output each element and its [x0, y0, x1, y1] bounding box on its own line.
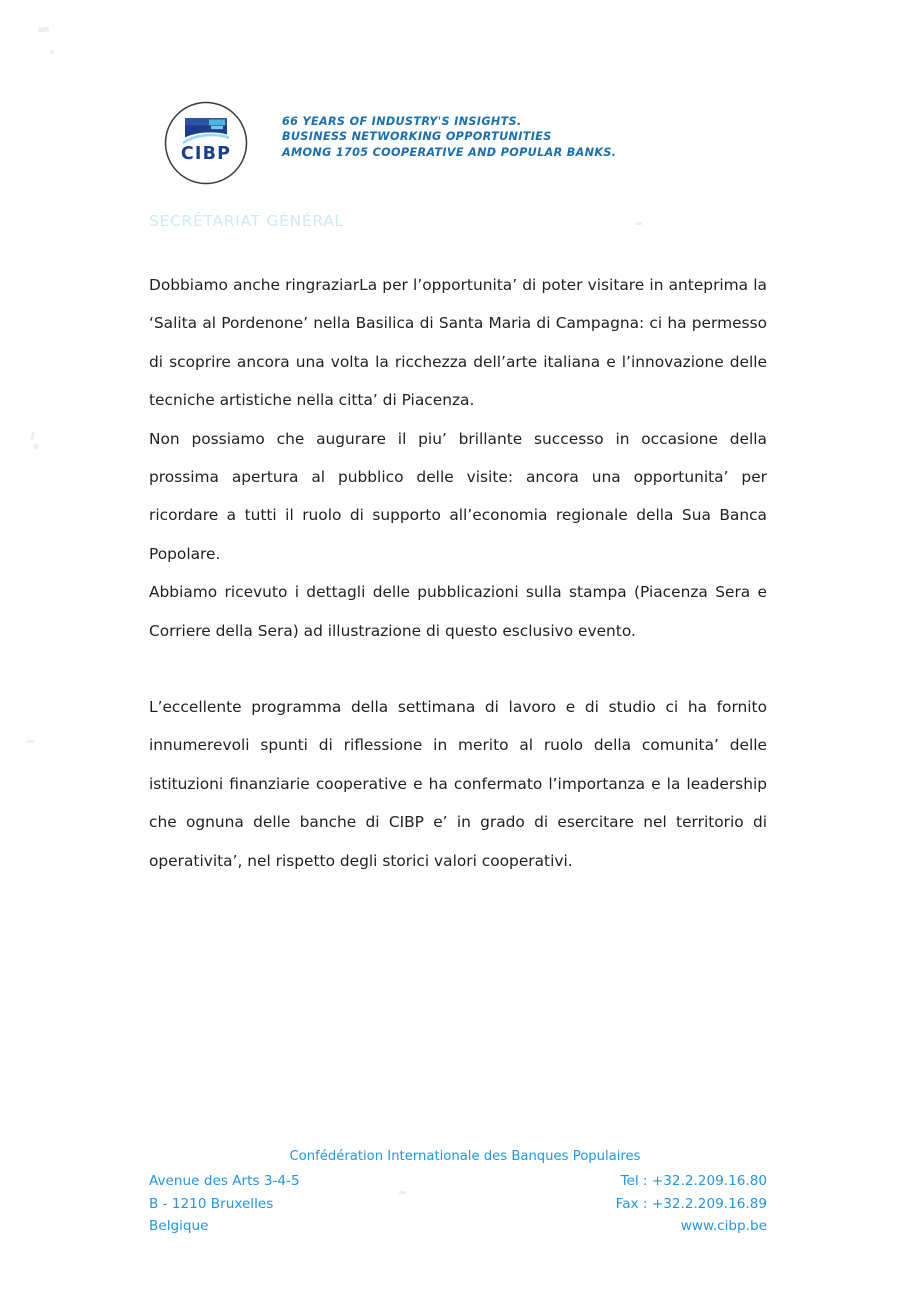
body-paragraph-1: Dobbiamo anche ringraziarLa per l’opportunita’ di poter visitare in anteprima la ‘Salita al Pordenone’ nella Basilica di Santa Maria di Campagna: ci ha permesso di scoprire ancora una volta la ricchezza dell’arte italiana e l’innovazione delle tecniche artistiche nella citta’ di Piacenza. — [149, 276, 767, 410]
body-paragraph-4: L’eccellente programma della settimana di lavoro e di studio ci ha fornito innumerevoli spunti di riflessione in merito al ruolo della comunita’ delle istituzioni finanziarie cooperative e ha confermato l’importanza e la leadership che ognuna delle banche di CIBP e’ in grado di esercitare nel territorio di operativita’, nel rispetto degli storici valori cooperativi. — [149, 698, 767, 870]
scan-artifact — [27, 740, 34, 743]
tagline-line-1: 66 YEARS OF INDUSTRY'S INSIGHTS. — [282, 115, 522, 128]
scan-artifact — [33, 443, 38, 449]
footer-telephone: Tel : +32.2.209.16.80 — [620, 1173, 767, 1189]
paragraph-spacer — [149, 650, 767, 688]
svg-text:CIBP: CIBP — [180, 144, 232, 164]
footer-address-block — [149, 1170, 300, 1238]
footer-columns — [0, 1170, 920, 1244]
header-tagline — [282, 114, 712, 160]
letterhead-header — [0, 0, 920, 200]
scan-artifact — [636, 222, 642, 225]
body-paragraph-2: Non possiamo che augurare il piu’ brillante successo in occasione della prossima apertura al pubblico delle visite: ancora una opportunita’ per ricordare a tutti il ruolo di supporto all’economia regionale della Sua Banca Popolare. — [149, 429, 767, 563]
department-label: SECRÉTARIAT GÉNÉRAL — [149, 212, 344, 230]
footer-fax: Fax : +32.2.209.16.89 — [615, 1195, 767, 1212]
footer-address-city: B - 1210 Bruxelles — [149, 1195, 274, 1212]
body-paragraph-3: Abbiamo ricevuto i dettagli delle pubblicazioni sulla stampa (Piacenza Sera e Corriere della Sera) ad illustrazione di questo esclusivo evento. — [149, 583, 767, 640]
footer-organization-name: Confédération Internationale des Banques Populaires — [289, 1149, 641, 1164]
footer-contact-block — [616, 1170, 767, 1238]
scan-artifact — [30, 432, 35, 440]
footer-address-street: Avenue des Arts 3-4-5 — [149, 1173, 300, 1189]
letterhead-footer — [0, 1146, 920, 1244]
cibp-circular-logo-icon — [164, 101, 248, 185]
footer-website-link[interactable]: www.cibp.be — [680, 1218, 767, 1234]
tagline-line-2: BUSINESS NETWORKING OPPORTUNITIES — [282, 130, 552, 144]
footer-address-country: Belgique — [149, 1218, 209, 1234]
tagline-line-3: AMONG 1705 COOPERATIVE AND POPULAR BANKS. — [282, 145, 617, 159]
letter-body — [149, 266, 767, 880]
